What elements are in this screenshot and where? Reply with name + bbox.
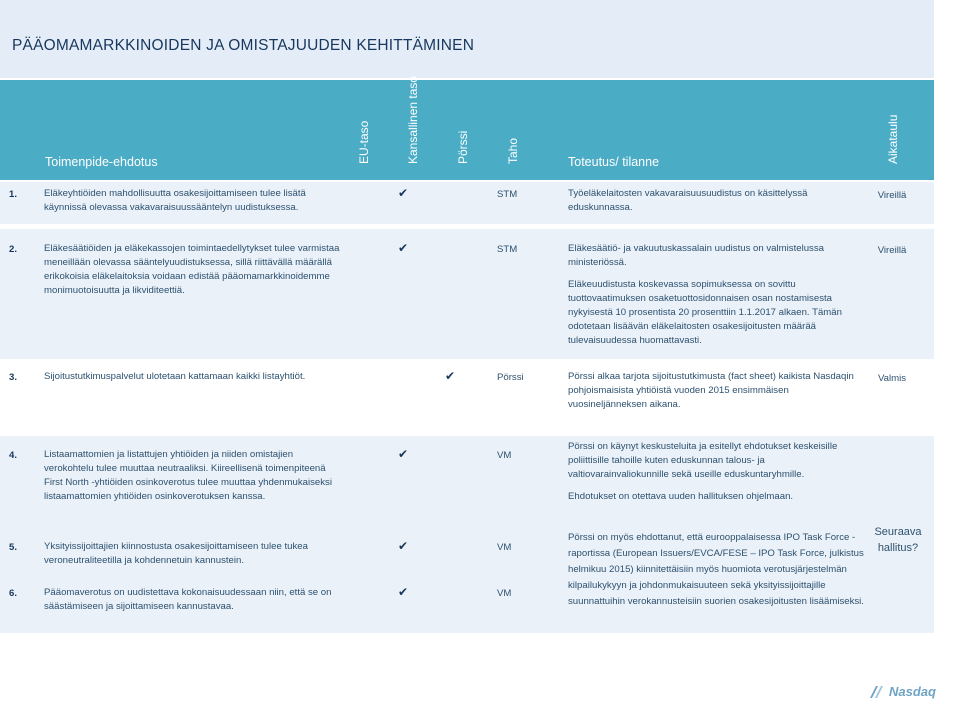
proposal-text: Pääomaverotus on uudistettava kokonaisuudessaan niin, että se on säästämiseen ja sijoittamiseen kannustavaa. [44,587,332,612]
nasdaq-logo [868,683,936,699]
header-porssi: Pörssi [456,130,470,164]
proposal-text: Eläkesäätiöiden ja eläkekassojen toimintaedellytykset tulee varmistaa meneillään olevassa sääntelyuudistuksessa, sillä riittävällä määrällä erikokoisia eläkelaitoksia voidaan edistää pääomamarkkinoidemme monimuotoisuutta ja likviditeettiä. [44,243,340,296]
check-icon: ✔ [398,186,409,200]
taho-text: STM [497,244,518,255]
header-aikataulu: Aikataulu [886,114,900,164]
header-toteutus: Toteutus/ tilanne [568,155,660,169]
status-text: Työeläkelaitosten vakavaraisuusuudistus on käsittelyssä eduskunnassa. [568,188,808,213]
row-number: 5. [9,542,18,553]
status-text: Pörssi alkaa tarjota sijoitustutkimusta (fact sheet) kaikista Nasdaqin pohjoismaisista yhtiöistä vuoden 2015 ensimmäisen vuosineljänneksen aikana. [568,371,854,410]
row-number: 3. [9,372,18,383]
row-number: 1. [9,189,18,200]
aikataulu-text: Seuraava hallitus? [874,526,922,554]
check-icon: ✔ [398,539,409,553]
taho-text: VM [497,588,512,599]
header-kansallinen: Kansallinen taso [406,75,420,164]
check-icon: ✔ [398,447,409,461]
taho-text: VM [497,542,512,553]
status-text: Pörssi on käynyt keskusteluita ja esitellyt ehdotukset keskeisille poliittisille tahoille kuten eduskunnan talous- ja valtiovarainvaliokunnille sekä useille eduskuntaryhmille. Ehdotukset on otettava uuden hallituksen ohjelmaan. [568,441,838,502]
check-icon: ✔ [398,585,409,599]
aikataulu-text: Vireillä [877,245,907,256]
proposal-text: Yksityissijoittajien kiinnostusta osakesijoittamiseen tulee tukea veroneutraliteetilla ja kohdennetuin kannustein. [44,541,308,566]
check-icon: ✔ [445,369,456,383]
page-title: PÄÄOMAMARKKINOIDEN JA OMISTAJUUDEN KEHITTÄMINEN [12,37,475,54]
row-number: 4. [9,450,18,461]
proposal-text: Listaamattomien ja listattujen yhtiöiden ja niiden omistajien verokohtelu tulee muuttaa neutraaliksi. Kiireellisenä toimenpiteenä First North -yhtiöiden osinkoverotus tulee muuttaa yhdenmukaiseksi listaamattomien yhtiöiden osinkoverotuksen kanssa. [44,449,332,502]
status-text: Pörssi on myös ehdottanut, että eurooppalaisessa IPO Task Force -raportissa (European Issuers/EVCA/FESE – IPO Task Force, julkistus helmikuu 2015) kiinnitettäisiin myös huomiota verotusjärjestelmän kilpailukykyyn ja johdonmukaisuuteen sekä yksityissijoittajille suunnattuihin verokannusteisiin suorien osakesijoitusten lisäämiseksi. [568,532,864,607]
row-number: 6. [9,588,18,599]
header-taho: Taho [506,137,520,164]
nasdaq-logo-text: Nasdaq [889,683,936,699]
taho-text: Pörssi [497,372,524,383]
nasdaq-logo-icon [868,683,886,699]
status-text: Eläkesäätiö- ja vakuutuskassalain uudistus on valmistelussa ministeriössä. Eläkeuudistusta koskevassa sopimuksessa on sovittu tuottovaatimuksen osaketuottosidonnaisen osan nostamisesta nykyisestä 10 prosentista 20 prosenttiin 1.1.2017 alkaen. Tämän odotetaan lisäävän eläkelaitosten osakesijoitusten määrää tulevaisuudessa huomattavasti. [568,243,842,346]
proposal-text: Eläkeyhtiöiden mahdollisuutta osakesijoittamiseen tulee lisätä käynnissä olevassa vakavaraisuussääntelyn uudistuksessa. [44,188,306,213]
taho-text: STM [497,189,518,200]
header-eu: EU-taso [357,120,371,164]
header-toimenpide: Toimenpide-ehdotus [45,155,158,169]
row-number: 2. [9,244,18,255]
aikataulu-text: Vireillä [877,190,907,201]
taho-text: VM [497,450,512,461]
aikataulu-text: Valmis [877,373,907,384]
proposal-text: Sijoitustutkimuspalvelut ulotetaan kattamaan kaikki listayhtiöt. [44,371,306,382]
check-icon: ✔ [398,241,409,255]
